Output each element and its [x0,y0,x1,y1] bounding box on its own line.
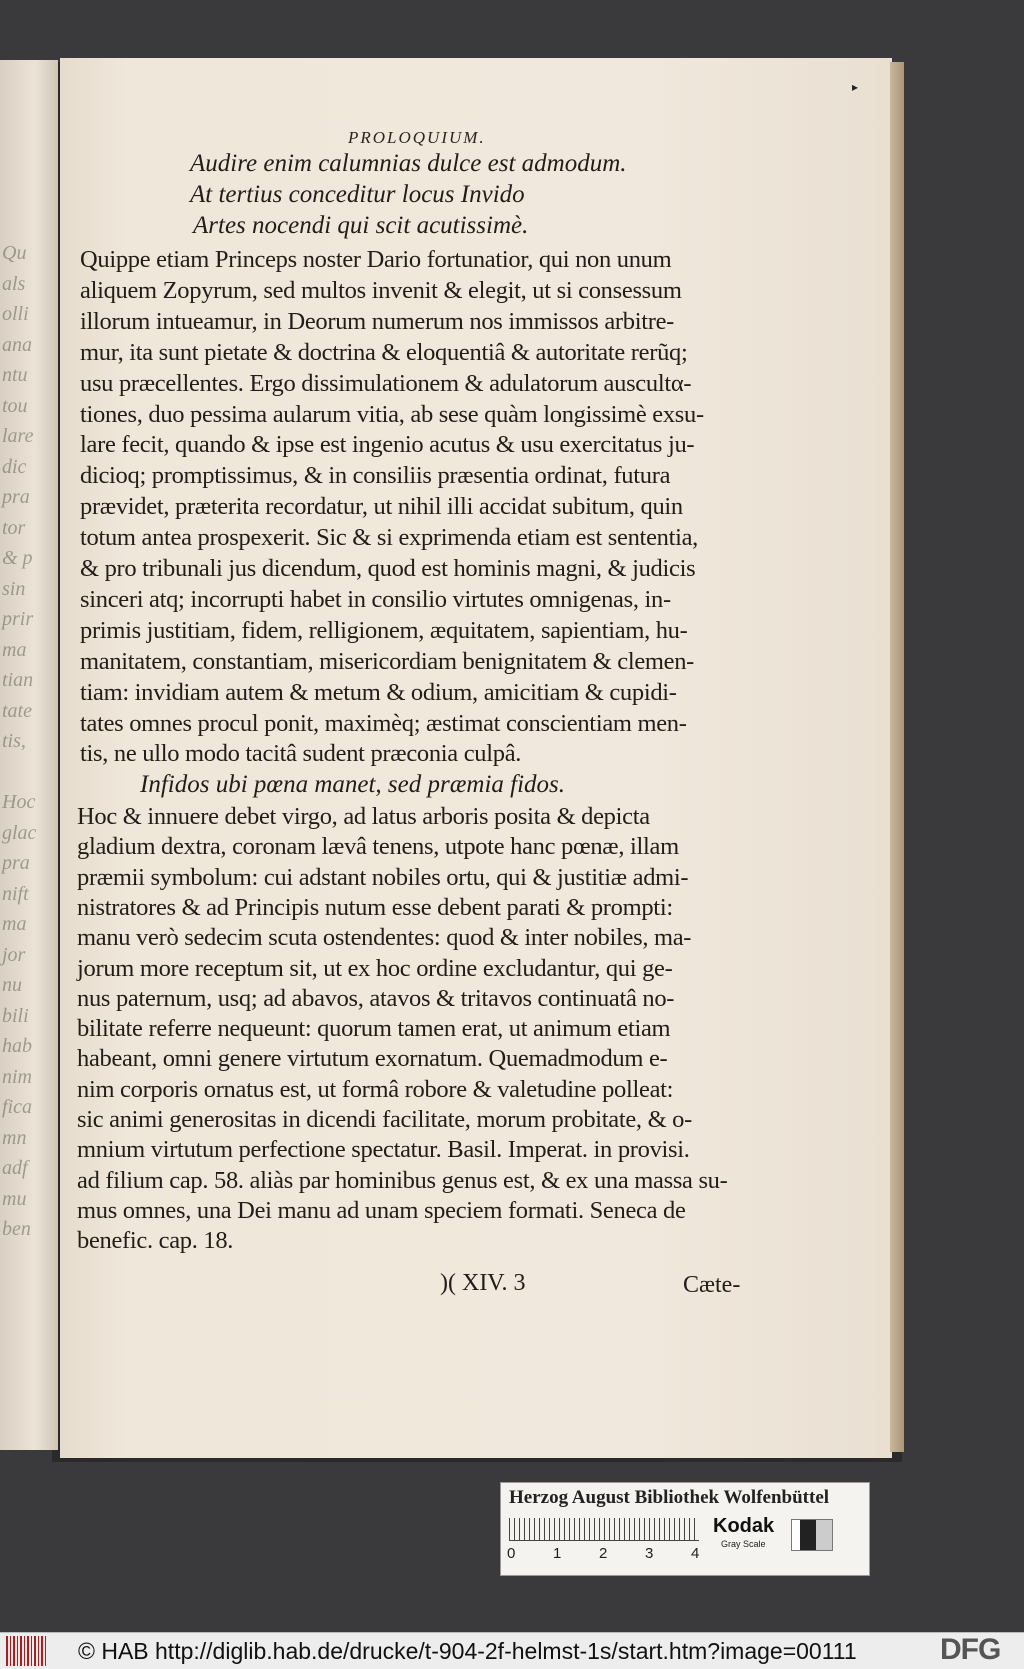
facing-page-fragment: dic [2,455,27,478]
running-header: PROLOQUIUM. [348,128,486,147]
ruler-number: 0 [507,1545,516,1562]
facing-page-fragment: pra [2,486,30,508]
gray-scale-label: Gray Scale [721,1539,766,1549]
kodak-logo: Kodak [713,1515,775,1537]
facing-page-fragment: ma [2,913,27,935]
facing-page-fragment: olli [2,303,29,325]
text-line: & pro tribunali jus dicendum, quod est hominis magni, & judicis [80,555,696,582]
text-line: lare fecit, quando & ipse est ingenio acutus & usu exercitatus ju- [80,431,695,459]
text-line: prævidet, præterita recordatur, ut nihil illi accidat subitum, quin [80,493,683,521]
facing-page-fragment: tis, [2,730,26,752]
text-line: ad filium cap. 58. aliàs par hominibus genus est, & ex una massa su- [77,1166,728,1194]
text-line: aliquem Zopyrum, sed multos invenit & elegit, ut si consessum [80,276,682,304]
footer-bar [0,1632,1024,1669]
verse-line: Audire enim calumnias dulce est admodum. [190,150,627,177]
text-line: tiam: invidiam autem & metum & odium, amicitiam & cupidi- [80,678,677,706]
facing-page-fragment: & p [2,547,33,569]
text-line: Hoc & innuere debet virgo, ad latus arboris posita & depicta [77,803,650,830]
facing-page-fragment: fica [2,1096,32,1118]
text-line: primis justitiam, fidem, relligionem, æquitatem, sapientiam, hu- [80,616,688,644]
facing-page-fragment: glac [2,821,37,844]
facing-page-fragment: prir [2,608,34,630]
text-line: sinceri atq; incorrupti habet in consilio virtutes omnigenas, in- [80,585,671,613]
corner-mark-icon: ▸ [852,80,859,94]
ruler [509,1518,699,1541]
ruler-number: 1 [553,1545,562,1562]
text-line: benefic. cap. 18. [77,1227,234,1255]
text-line: totum antea prospexerit. Sic & si exprimenda etiam est sententia, [80,524,699,552]
facing-page-fragment: nift [2,882,29,905]
facing-page-fragment: Qu [2,242,27,264]
facing-page-fragment: ma [2,638,27,661]
text-line: tiones, duo pessima aularum vitia, ab sese quàm longissimè exsu- [80,400,704,428]
text-line: bilitate referre nequeunt: quorum tamen erat, ut animum etiam [77,1015,671,1043]
color-scale-card [500,1482,870,1576]
ruler-number: 4 [691,1545,700,1562]
facing-page-fragment: bili [2,1004,29,1027]
verse-line: Artes nocendi qui scit acutissimè. [193,212,529,239]
facing-page-fragment: tor [2,516,26,539]
facing-page-fragment: mn [2,1126,27,1149]
gray-scale-patch [791,1519,833,1551]
text-line: nistratores & ad Principis nutum esse debent parati & prompti: [77,893,673,921]
facing-page-fragment: hab [2,1035,32,1057]
text-line: manu verò sedecim scuta ostendentes: quod & inter nobiles, ma- [77,924,692,952]
facing-page-fragment: pra [2,852,30,874]
text-line: jorum more receptum sit, ut ex hoc ordine excludantur, qui ge- [77,954,673,982]
ruler-number: 2 [599,1545,608,1562]
facing-page-fragment: lare [2,425,34,447]
text-line: nus paternum, usq; ad abavos, atavos & tritavos continuatâ no- [77,984,675,1012]
text-line: illorum intueamur, in Deorum numerum nos immissos arbitre- [80,307,675,335]
text-line: usu præcellentes. Ergo dissimulationem & adulatorum auscultα- [80,369,692,397]
facing-page-fragment: adf [2,1157,28,1179]
facing-page-edge [0,60,58,1450]
verse-line: At tertius conceditur locus Invido [190,181,525,208]
facing-page-fragment: Hoc [2,791,36,813]
text-line: nim corporis ornatus est, ut formâ robore & valetudine polleat: [77,1075,674,1103]
ruler-number: 3 [645,1545,654,1562]
copyright-link[interactable]: © HAB http://diglib.hab.de/drucke/t-904-2f-helmst-1s/start.htm?image=00111 [78,1638,857,1664]
facing-page-fragment: sin [2,577,26,600]
facing-page-fragment: ben [2,1218,31,1240]
facing-page-fragment: tian [2,669,34,691]
page-edge [890,62,904,1452]
text-line: dicioq; promptissimus, & in consiliis præsentia ordinat, futura [80,462,671,490]
facing-page-fragment: ana [2,333,32,356]
facing-page-fragment: mu [2,1187,27,1210]
facing-page-fragment: tou [2,394,28,417]
text-line: habeant, omni genere virtutum exornatum. Quemadmodum e- [77,1045,668,1073]
facing-page-fragment: als [2,272,26,295]
text-line: Quippe etiam Princeps noster Dario fortunatior, qui non unum [80,246,672,273]
text-line: manitatem, constantiam, misericordiam benignitatem & clemen- [80,647,695,675]
text-line: tis, ne ullo modo tacitâ sudent præconia culpâ. [80,740,522,768]
dfg-logo: DFG [940,1633,1001,1666]
barcode-icon [6,1636,46,1666]
facing-page-fragment: ntu [2,364,28,386]
text-line: mus omnes, una Dei manu ad unam speciem formati. Seneca de [77,1196,686,1224]
library-name: Herzog August Bibliothek Wolfenbüttel [509,1487,830,1508]
text-line: sic animi generositas in dicendi facilitate, morum probitate, & o- [77,1106,692,1133]
facing-page-fragment: jor [2,943,26,966]
text-line: tates omnes procul ponit, maximèq; æstimat conscientiam men- [80,709,687,737]
text-line: præmii symbolum: cui adstant nobiles ortu, qui & justitiæ admi- [77,863,689,891]
text-line: gladium dextra, coronam lævâ tenens, utpote hanc pœnæ, illam [77,833,679,861]
facing-page-fragment: nim [2,1065,32,1088]
text-line: mnium virtutum perfectione spectatur. Basil. Imperat. in provisi. [77,1136,690,1164]
facing-page-fragment: nu [2,974,22,996]
text-line: mur, ita sunt pietate & doctrina & eloquentiâ & autoritate rerũq; [80,338,688,366]
verse-line: Infidos ubi pœna manet, sed præmia fidos. [140,771,566,798]
catchword: Cæte- [683,1272,741,1298]
facing-page-fragment: tate [2,699,32,722]
signature-mark: )( XIV. 3 [440,1270,526,1296]
